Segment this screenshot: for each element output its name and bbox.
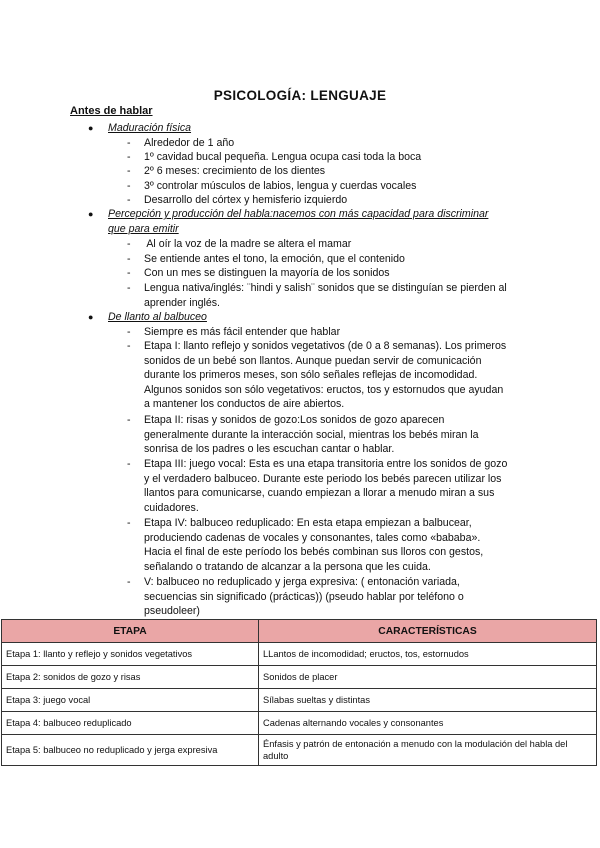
dash-icon: - [127,340,131,352]
table-cell: LLantos de incomodidad; eructos, tos, estornudos [259,643,597,666]
list-item: - Etapa III: juego vocal: Esta es una etapa transitoria entre los sonidos de gozo y el verdadero balbuceo. Durante este periodo los bebés parecen utilizar los llantos para comunicarse, cuando empiezan a llorar a menudo miran a sus cuidadores. [127,458,508,514]
dash-icon: - [127,194,131,206]
table-header-row [2,620,597,643]
dash-icon: - [127,137,131,149]
list-item: - Con un mes se distinguen la mayoría de los sonidos [127,267,390,279]
list-item: - 1º cavidad bucal pequeña. Lengua ocupa casi toda la boca [127,151,422,163]
dash-icon: - [127,326,131,338]
dash-icon: - [127,576,131,588]
bullet-icon: ● [88,209,94,219]
bullet-icon: ● [88,123,94,133]
table-cell: Etapa 1: llanto y reflejo y sonidos vegetativos [2,643,259,666]
list-item: - Etapa IV: balbuceo reduplicado: En esta etapa empiezan a balbucear, produciendo cadenas de vocales y consonantes, tales como «bababa». Hacia el final de este período los bebés combinan sus lloros con gestos, señalando o tratando de alcanzar a la persona que les cuida. [127,517,484,573]
dash-icon: - [127,282,131,294]
table-row [2,666,597,689]
list-item: - Etapa I: llanto reflejo y sonidos vegetativos (de 0 a 8 semanas). Los primeros sonidos de un bebé son llantos. Aunque puedan servir de comunicación durante los primeros meses, son sólo señales reflejas de incomodidad. Algunos sonidos son sólo vegetativos: eructos, tos y estornudos que ayudan a mantener los conductos de aire abiertos. [127,340,507,411]
list-item: - Al oír la voz de la madre se altera el mamar [127,238,352,250]
table-cell: Cadenas alternando vocales y consonantes [259,712,597,735]
header-etapa: ETAPA [2,620,259,643]
stages-table [1,619,597,766]
table-cell: Énfasis y patrón de entonación a menudo con la modulación del habla del adulto [259,735,597,766]
list-item: - Lengua nativa/inglés: ¨hindi y salish¨ sonidos que se distinguían se pierden al aprender inglés. [127,282,507,309]
bullet-icon: ● [88,312,94,322]
header-caracteristicas: CARACTERÍSTICAS [259,620,597,643]
dash-icon: - [127,517,131,529]
table-row [2,735,597,766]
list-item: - Alrededor de 1 año [127,137,235,149]
table-row [2,689,597,712]
table-cell: Etapa 4: balbuceo reduplicado [2,712,259,735]
list-item: - Se entiende antes el tono, la emoción, que el contenido [127,253,405,265]
table-cell: Etapa 3: juego vocal [2,689,259,712]
list-item: - 2º 6 meses: crecimiento de los dientes [127,165,326,177]
dash-icon: - [127,165,131,177]
document-page: PSICOLOGÍA: LENGUAJE Antes de hablar ● Maduración física - Alrededor de 1 año - 1º cavidad bucal pequeña. Lengua ocupa casi toda la boca - 2º 6 meses: crecimiento de los dientes - 3º controlar músculos de labios, lengua y cuerdas vocales - Desarrollo del córtex y hemisferio izquierdo ● Percepción y producción del habla:nacemos con más capacidad para discriminar que para emitir - Al oír la voz de la madre se altera el mamar - Se entiende antes el tono, la emoción, que el contenido - Con un mes se distinguen la mayoría de los sonidos - Lengua nativa/inglés: ¨hindi y salish¨ sonidos que se distinguían se pierden al aprender inglés. ● De llanto al balbuceo - Siempre es más fácil entender que hablar - Etapa I: llanto reflejo y sonidos vegetativos (de 0 a 8 semanas). Los primeros sonidos de un bebé son llantos. Aunque puedan servir de comunicación durante los primeros meses, son sólo señales reflejas de incomodidad. Algunos sonidos son sólo vegetativos: eructos, tos y estornudos que ayudan a mantener los conductos de aire abiertos. - Etapa II: risas y sonidos de gozo:Los sonidos de gozo aparecen generalmente durante la interacción social, mientras los bebés miran la sonrisa de los padres o les escuchan cantar o hablar. - Etapa III: juego vocal: Esta es una etapa transitoria entre los sonidos de gozo y el verdadero balbuceo. Durante este periodo los bebés parecen utilizar los llantos para comunicarse, cuando empiezan a llorar a menudo miran a sus cuidadores. - Etapa IV: balbuceo reduplicado: En esta etapa empiezan a balbucear, produciendo cadenas de vocales y consonantes, tales como «bababa». Hacia el final de este período los bebés combinan sus lloros con gestos, señalando o tratando de alcanzar a la persona que les cuida. - V: balbuceo no reduplicado y jerga expresiva: ( entonación variada, secuencias sin significado (prácticas)) (pseudo hablar por teléfono o pseudoleer) ETAPA CARACTERÍSTICAS Etapa 1: llanto y reflejo y sonidos vegetativos LLantos de incomodidad; eructos, tos, estornudos Etapa 2: sonidos de gozo y risas Sonidos de placer Etapa 3: juego vocal Sílabas sueltas y distintas Etapa 4: balbuceo reduplicado Cadenas alternando vocales y consonantes Etapa 5: balbuceo no reduplicado y jerga expresiva Énfasis y patrón de entonación a menudo con la modulación del habla del adulto [0,0,600,848]
dash-icon: - [127,253,131,265]
table-row [2,643,597,666]
section-heading: Antes de hablar [70,105,153,117]
page-title: PSICOLOGÍA: LENGUAJE [213,88,387,103]
list-item: - Siempre es más fácil entender que hablar [127,326,341,338]
list-item: - Desarrollo del córtex y hemisferio izquierdo [127,194,348,206]
list-item: - V: balbuceo no reduplicado y jerga expresiva: ( entonación variada, secuencias sin significado (prácticas)) (pseudo hablar por teléfono o pseudoleer) [127,576,464,618]
dash-icon: - [127,151,131,163]
table-cell: Etapa 2: sonidos de gozo y risas [2,666,259,689]
table-cell: Sonidos de placer [259,666,597,689]
table-row [2,712,597,735]
dash-icon: - [127,414,131,426]
dash-icon: - [127,267,131,279]
table-cell: Etapa 5: balbuceo no reduplicado y jerga expresiva [2,735,259,766]
list-item: - 3º controlar músculos de labios, lengua y cuerdas vocales [127,180,417,192]
list-item: - Etapa II: risas y sonidos de gozo:Los sonidos de gozo aparecen generalmente durante la interacción social, mientras los bebés miran la sonrisa de los padres o les escuchan cantar o hablar. [127,414,479,456]
dash-icon: - [127,238,131,250]
dash-icon: - [127,180,131,192]
table-cell: Sílabas sueltas y distintas [259,689,597,712]
dash-icon: - [127,458,131,470]
